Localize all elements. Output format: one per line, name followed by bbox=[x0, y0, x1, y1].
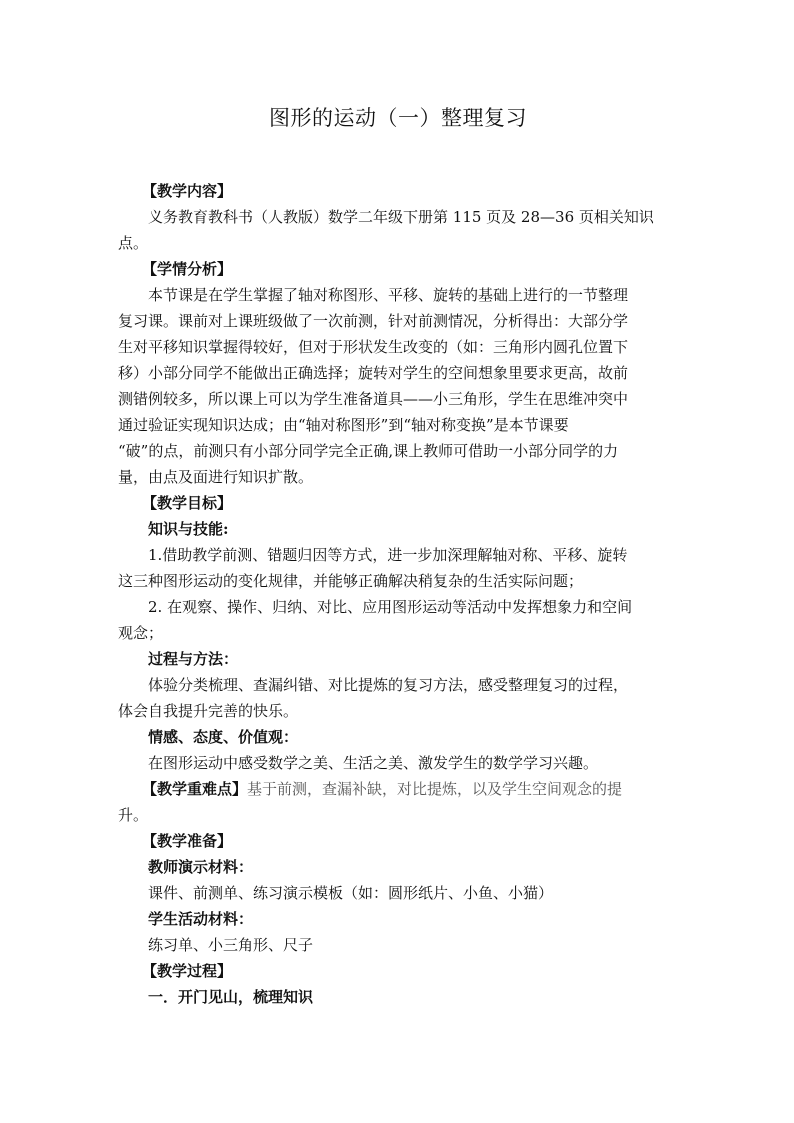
key-points-line bbox=[142, 779, 622, 799]
content-line-1: 义务教育教科书（人教版）数学二年级下册第 115 页及 28—36 页相关知识 bbox=[148, 208, 654, 226]
key-points-line-2: 升。 bbox=[118, 806, 149, 824]
analysis-line-6: 通过验证实现知识达成；由“轴对称图形”到“轴对称变换”是本节课要 bbox=[118, 416, 569, 434]
content-line-2: 点。 bbox=[118, 234, 149, 252]
knowledge-item-1a: 1.借助教学前测、错题归因等方式，进一步加深理解轴对称、平移、旋转 bbox=[148, 546, 628, 564]
section-heading-goals: 【教学目标】 bbox=[142, 494, 233, 512]
knowledge-item-1b: 这三种图形运动的变化规律，并能够正确解决稍复杂的生活实际问题； bbox=[118, 572, 584, 590]
knowledge-item-2a: 2. 在观察、操作、归纳、对比、应用图形运动等活动中发挥想象力和空间 bbox=[148, 598, 633, 616]
analysis-line-2: 复习课。课前对上课班级做了一次前测，针对前测情况，分析得出：大部分学 bbox=[118, 312, 629, 330]
teacher-materials-text: 课件、前测单、练习演示模板（如：圆形纸片、小鱼、小猫） bbox=[148, 884, 554, 902]
emotion-heading: 情感、态度、价值观： bbox=[148, 728, 299, 746]
student-materials-text: 练习单、小三角形、尺子 bbox=[148, 936, 314, 954]
section-heading-content: 【教学内容】 bbox=[142, 182, 233, 200]
process-method-heading: 过程与方法： bbox=[148, 650, 239, 668]
section-heading-analysis: 【学情分析】 bbox=[142, 260, 233, 278]
section-heading-process: 【教学过程】 bbox=[142, 962, 233, 980]
analysis-line-5: 测错例较多，所以课上可以为学生准备道具——小三角形，学生在思维冲突中 bbox=[118, 390, 629, 408]
analysis-line-4: 移）小部分同学不能做出正确选择；旋转对学生的空间想象里要求更高，故前 bbox=[118, 364, 629, 382]
analysis-line-1: 本节课是在学生掌握了轴对称图形、平移、旋转的基础上进行的一节整理 bbox=[148, 286, 629, 304]
section-heading-preparation: 【教学准备】 bbox=[142, 832, 233, 850]
process-step-1: 一．开门见山，梳理知识 bbox=[148, 988, 314, 1006]
student-materials-heading: 学生活动材料： bbox=[148, 910, 254, 928]
analysis-line-3: 生对平移知识掌握得较好，但对于形状发生改变的（如：三角形内圆孔位置下 bbox=[118, 338, 629, 356]
process-method-line-2: 体会自我提升完善的快乐。 bbox=[118, 702, 299, 720]
knowledge-item-2b: 观念； bbox=[118, 624, 164, 642]
analysis-line-8: 量，由点及面进行知识扩散。 bbox=[118, 468, 314, 486]
knowledge-heading: 知识与技能: bbox=[148, 520, 229, 538]
process-method-line-1: 体验分类梳理、查漏纠错、对比提炼的复习方法，感受整理复习的过程， bbox=[148, 676, 629, 694]
section-heading-key-points: 【教学重难点】 bbox=[142, 780, 248, 798]
document-title: 图形的运动（一）整理复习 bbox=[269, 106, 527, 130]
analysis-line-7: “破”的点，前测只有小部分同学完全正确,课上教师可借助一小部分同学的力 bbox=[118, 442, 619, 460]
emotion-line-1: 在图形运动中感受数学之美、生活之美、激发学生的数学学习兴趣。 bbox=[148, 754, 599, 772]
teacher-materials-heading: 教师演示材料： bbox=[148, 858, 254, 876]
key-points-text: 基于前测，查漏补缺，对比提炼，以及学生空间观念的提 bbox=[247, 780, 623, 798]
